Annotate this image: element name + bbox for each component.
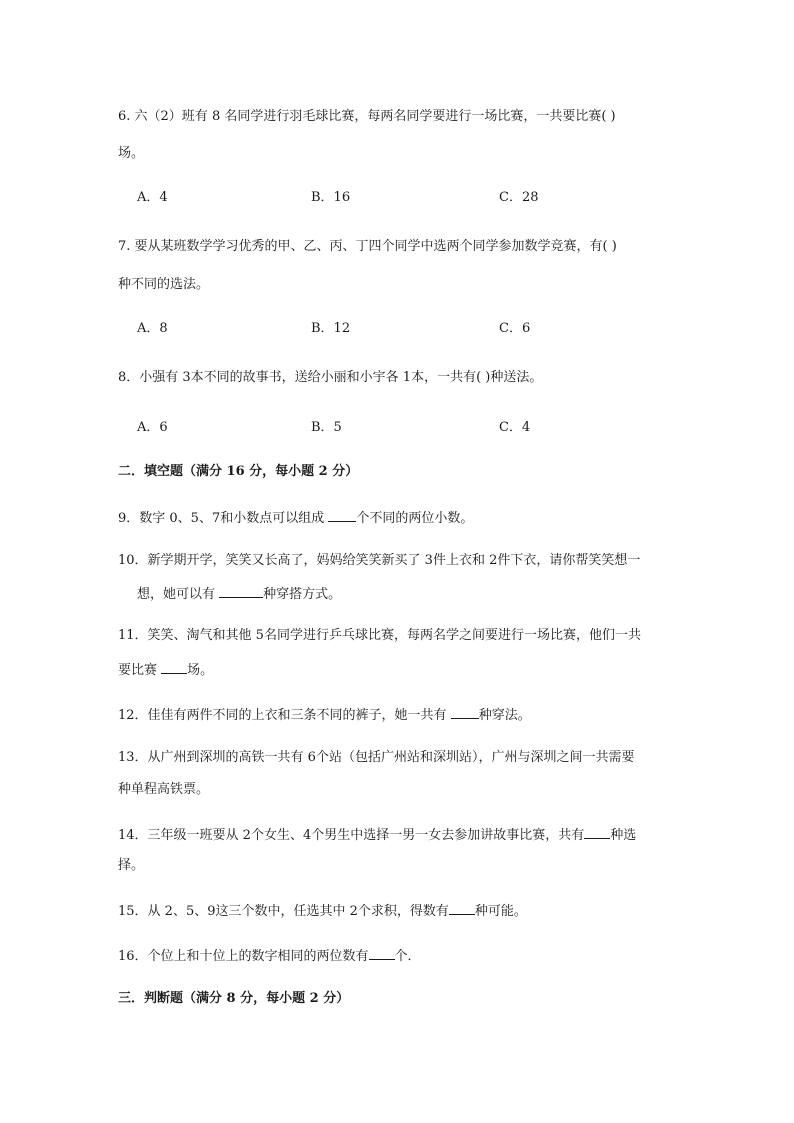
q13-text-line2: 种单程高铁票。 <box>118 782 210 797</box>
q14-text-line1 <box>118 825 636 845</box>
q11-text-before: 要比赛 <box>118 663 162 678</box>
q12-text-after: 种穿法。 <box>478 708 531 723</box>
q6-option-a[interactable]: A．4 <box>137 190 168 205</box>
q12-text <box>118 705 531 725</box>
q10-text-line2 <box>137 584 341 604</box>
q7-option-b[interactable]: B．12 <box>311 321 351 336</box>
q16-text-before: 16．个位上和十位上的数字相同的两位数有 <box>118 949 369 964</box>
q7-option-c[interactable]: C．6 <box>499 321 531 336</box>
q15-text-after: 种可能。 <box>474 904 527 919</box>
q8-text: 8．小强有 3本不同的故事书，送给小丽和小宇各 1本，一共有( )种送法。 <box>118 370 543 385</box>
q10-answer-blank[interactable] <box>219 584 263 598</box>
q9-text-after: 个不同的两位小数。 <box>356 511 474 526</box>
q8-option-c[interactable]: C．4 <box>499 420 531 435</box>
q11-text-line1: 11．笑笑、淘气和其他 5名同学进行乒乓球比赛，每两名学之间要进行一场比赛，他们一共 <box>118 628 641 643</box>
section-3-heading: 三．判断题（满分 8 分，每小题 2 分） <box>118 991 350 1006</box>
q10-text-before: 想，她可以有 <box>137 587 220 602</box>
q9-text-before: 9．数字 0、5、7和小数点可以组成 <box>118 511 329 526</box>
q7-option-a[interactable]: A．8 <box>137 321 168 336</box>
section-2-heading: 二．填空题（满分 16 分，每小题 2 分） <box>118 464 359 479</box>
q10-text-line1: 10．新学期开学，笑笑又长高了，妈妈给笑笑新买了 3件上衣和 2件下衣，请你帮笑笑想一 <box>118 553 641 568</box>
q15-text <box>118 901 527 921</box>
q11-answer-blank[interactable] <box>161 660 187 674</box>
q6-text-line2: 场。 <box>118 146 145 161</box>
q14-answer-blank[interactable] <box>584 825 610 839</box>
q7-text-line1: 7. 要从某班数学学习优秀的甲、乙、丙、丁四个同学中选两个同学参加数学竞赛，有( ) <box>118 239 617 254</box>
q11-text-line2 <box>118 660 213 680</box>
q9-text <box>118 508 473 528</box>
q8-option-b[interactable]: B．5 <box>311 420 342 435</box>
q9-answer-blank[interactable] <box>328 508 356 522</box>
q14-text-before: 14．三年级一班要从 2个女生、4个男生中选择一男一女去参加讲故事比赛，共有 <box>118 828 585 843</box>
q12-text-before: 12．佳佳有两件不同的上衣和三条不同的裤子，她一共有 <box>118 708 451 723</box>
q10-text-after: 种穿搭方式。 <box>263 587 342 602</box>
q16-text-after: 个． <box>394 949 421 964</box>
q6-option-b[interactable]: B．16 <box>311 190 351 205</box>
q15-answer-blank[interactable] <box>449 901 475 915</box>
q13-text-line1: 13．从广州到深圳的高铁一共有 6个站（包括广州站和深圳站），广州与深圳之间一共需要 <box>118 750 635 765</box>
q15-text-before: 15．从 2、5、9这三个数中，任选其中 2个求积，得数有 <box>118 904 449 919</box>
q14-text-after: 种选 <box>610 828 637 843</box>
q8-option-a[interactable]: A．6 <box>137 420 168 435</box>
q16-text <box>118 946 421 966</box>
q6-option-c[interactable]: C．28 <box>499 190 539 205</box>
q11-text-after: 场。 <box>187 663 214 678</box>
q6-text-line1: 6. 六（2）班有 8 名同学进行羽毛球比赛，每两名同学要进行一场比赛，一共要比赛( ) <box>118 109 616 124</box>
q14-text-line2: 择。 <box>118 858 145 873</box>
q12-answer-blank[interactable] <box>451 705 479 719</box>
q16-answer-blank[interactable] <box>369 946 395 960</box>
q7-text-line2: 种不同的选法。 <box>118 277 210 292</box>
